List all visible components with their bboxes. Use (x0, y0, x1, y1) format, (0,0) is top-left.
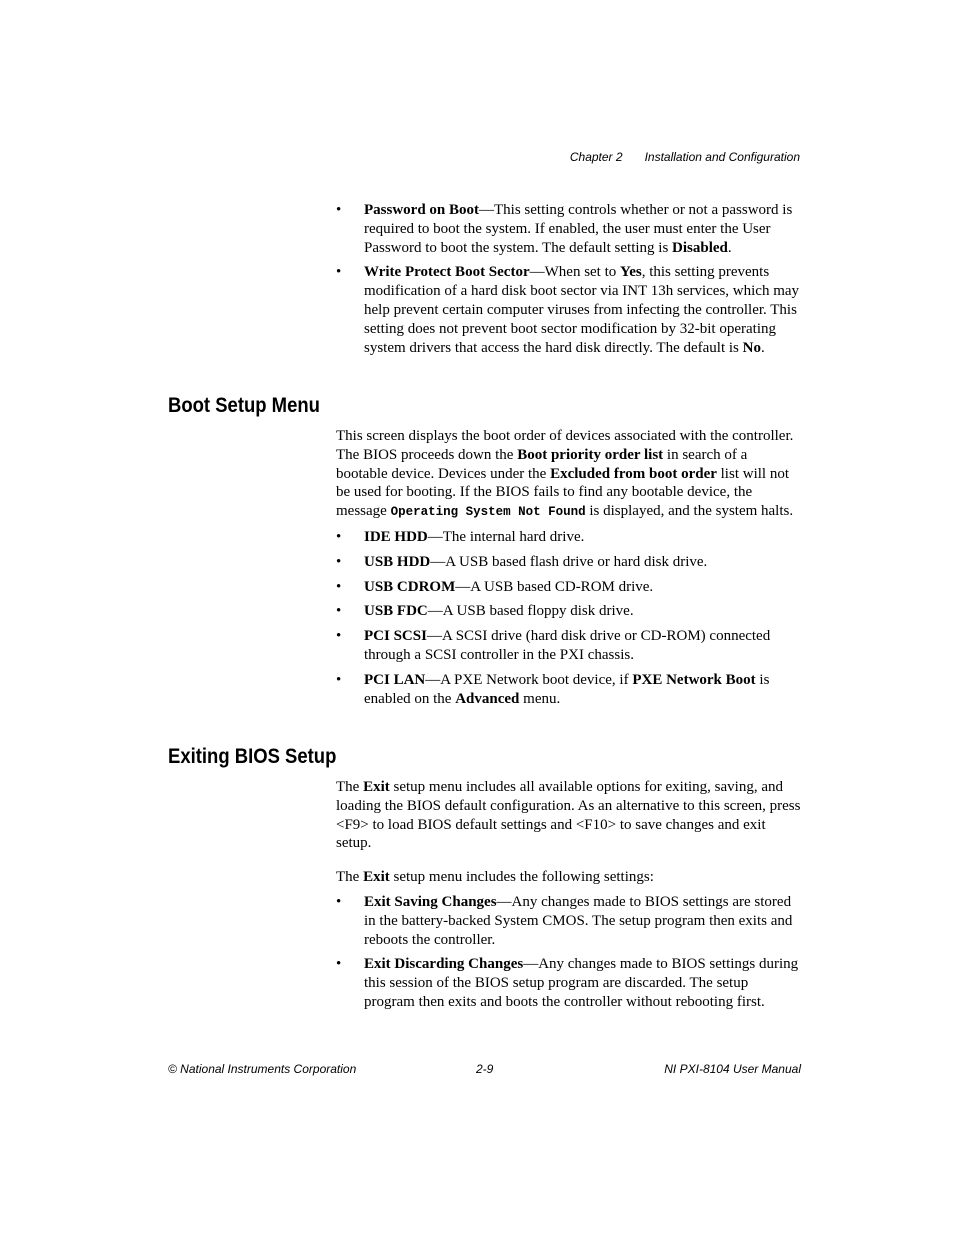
punctuation: . (727, 239, 732, 256)
paragraph-text: setup menu includes the following settings: (389, 869, 654, 886)
description-text: —This setting controls whether or not a password is required to boot the system. If enabled, the user must enter the User Password to boot the system. The default setting is (364, 202, 793, 256)
bullet-icon: • (336, 603, 342, 620)
device-description: —A USB based floppy disk drive. (427, 603, 634, 620)
intro-text: This screen displays the boot order of devices associated with the controller. The BIOS proceeds down the (336, 428, 794, 463)
section-heading-boot-setup: Boot Setup Menu (168, 394, 320, 417)
device-term: IDE HDD (364, 528, 428, 545)
paragraph-text: The (336, 869, 364, 886)
bullet-icon: • (336, 578, 342, 595)
exiting-block (336, 778, 802, 1018)
bullet-icon: • (336, 202, 342, 218)
term-write-protect-boot-sector: Write Protect Boot Sector (364, 264, 530, 281)
boot-device-list (336, 528, 802, 708)
bullet-icon: • (336, 956, 342, 973)
footer-manual-title: NI PXI-8104 User Manual (664, 1062, 801, 1076)
exiting-paragraph-2 (336, 868, 802, 887)
header-chapter: Chapter 2 (569, 150, 623, 164)
bullet-icon: • (336, 264, 342, 281)
list-item-exit-saving-changes (336, 893, 802, 949)
boot-priority-list-label: Boot priority order list (517, 446, 664, 463)
bullet-icon: • (336, 553, 342, 570)
exiting-paragraph-1 (336, 778, 802, 853)
term-password-on-boot: Password on Boot (364, 202, 480, 218)
boot-setup-block (336, 427, 802, 714)
list-item-usb-fdc (336, 602, 802, 621)
default-value: Disabled (672, 239, 728, 256)
intro-text: list will not be used for booting. If the BIOS fails to find any bootable device, the message (336, 465, 789, 520)
exit-option-description: —Any changes made to BIOS settings are stored in the battery-backed System CMOS. The setup program then exits and reboots the controller. (364, 893, 793, 948)
list-item-usb-hdd (336, 553, 802, 572)
device-term: PCI SCSI (364, 628, 427, 645)
footer-copyright: © National Instruments Corporation (168, 1062, 357, 1076)
device-term: PCI LAN (364, 671, 426, 688)
footer-page-number: 2-9 (476, 1062, 494, 1076)
device-description: —A SCSI drive (hard disk drive or CD-ROM) connected through a SCSI controller in the PXI chassis. (364, 628, 771, 663)
description-text: , this setting prevents modification of a hard disk boot sector via INT 13h services, which may help prevent certain computer viruses from infecting the controller. This setting does not prevent boot sector modification by 32-bit operating system drivers that access the hard disk directly. The default is (364, 264, 800, 356)
section-heading-exiting-bios: Exiting BIOS Setup (168, 745, 337, 768)
device-description: —A USB based CD-ROM drive. (455, 578, 654, 595)
list-item-write-protect-boot-sector (336, 263, 802, 357)
security-settings-block (336, 201, 802, 363)
setting-value: Yes (620, 264, 642, 281)
intro-text: in search of a bootable device. Devices under the (336, 446, 748, 482)
paragraph-text: The (336, 779, 364, 795)
default-value: No (742, 339, 761, 356)
bullet-icon: • (336, 671, 342, 688)
bullet-icon: • (336, 893, 342, 910)
list-item-ide-hdd (336, 528, 802, 547)
device-description: —A PXE Network boot device, if (425, 671, 633, 688)
intro-text: is displayed, and the system halts. (585, 503, 794, 520)
device-description: —A USB based flash drive or hard disk drive. (430, 553, 708, 570)
excluded-list-label: Excluded from boot order (550, 465, 717, 482)
list-item-exit-discarding-changes (336, 955, 802, 1011)
advanced-menu-label: Advanced (455, 690, 520, 707)
bullet-icon: • (336, 528, 342, 545)
list-item-usb-cdrom (336, 578, 802, 597)
description-text: —When set to (529, 264, 621, 281)
pxe-network-boot-label: PXE Network Boot (632, 671, 756, 688)
exit-menu-label: Exit (363, 869, 390, 886)
device-term: USB FDC (364, 603, 428, 620)
list-item-pci-scsi (336, 627, 802, 665)
bullet-icon: • (336, 628, 342, 645)
running-header (570, 150, 800, 164)
security-settings-list (336, 201, 802, 357)
list-item-pci-lan (336, 671, 802, 709)
device-term: USB CDROM (364, 578, 456, 595)
exit-option-term: Exit Discarding Changes (364, 956, 524, 973)
exit-menu-label: Exit (363, 779, 390, 795)
punctuation: . (760, 339, 765, 356)
exit-option-term: Exit Saving Changes (364, 893, 497, 910)
header-section: Installation and Configuration (644, 150, 800, 164)
device-description: menu. (519, 690, 561, 707)
device-description: is enabled on the (364, 671, 770, 707)
list-item-password-on-boot (336, 201, 802, 257)
boot-setup-intro (336, 427, 802, 522)
exit-option-description: —Any changes made to BIOS settings during this session of the BIOS setup program are discarded. The setup program then exits and boots the controller without rebooting first. (364, 956, 799, 1010)
device-description: —The internal hard drive. (427, 528, 585, 545)
paragraph-text: setup menu includes all available options for exiting, saving, and loading the BIOS default configuration. As an alternative to this screen, press <F9> to load BIOS default settings and <F10> to save changes and exit setup. (336, 779, 801, 852)
exit-options-list (336, 893, 802, 1012)
device-term: USB HDD (364, 553, 431, 570)
error-message: Operating System Not Found (390, 505, 586, 520)
